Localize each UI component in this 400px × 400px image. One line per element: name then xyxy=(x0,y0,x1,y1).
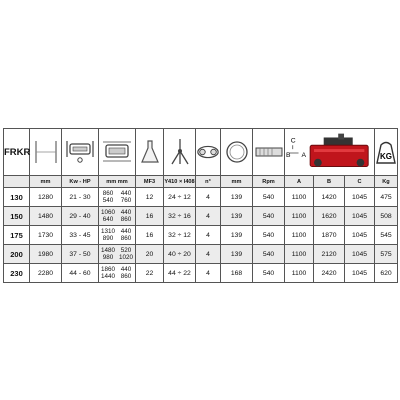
c-cell: 1045 xyxy=(345,264,375,283)
table-row xyxy=(4,245,398,264)
spec-table xyxy=(3,128,398,283)
blades-icon xyxy=(164,129,196,176)
units-blank xyxy=(4,176,30,188)
b-cell: 2120 xyxy=(314,245,345,264)
belts-cell: 4 xyxy=(196,188,221,207)
overall-dimensions-icon xyxy=(99,129,136,176)
mf3-cell: 22 xyxy=(136,264,164,283)
width-cell: 1730 xyxy=(30,226,62,245)
unit-b: B xyxy=(314,176,345,188)
unit-a: A xyxy=(285,176,314,188)
roller-icon xyxy=(221,129,253,176)
c-cell: 1045 xyxy=(345,226,375,245)
units-row xyxy=(4,176,398,188)
dim-bottom-left: 640 xyxy=(102,216,114,223)
offset-label-a: A xyxy=(301,151,306,159)
table-row xyxy=(4,207,398,226)
unit-c: C xyxy=(345,176,375,188)
b-cell: 1620 xyxy=(314,207,345,226)
unit-weight: Kg xyxy=(375,176,398,188)
width-cell: 2280 xyxy=(30,264,62,283)
model-cell: 150 xyxy=(4,207,30,226)
rpm-cell: 540 xyxy=(253,188,285,207)
width-cell: 1980 xyxy=(30,245,62,264)
dim-top-right: 440 xyxy=(120,189,132,197)
a-cell: 1100 xyxy=(285,207,314,226)
unit-blades: Y410 × I408 xyxy=(164,176,196,188)
a-cell: 1100 xyxy=(285,226,314,245)
dim-bottom-left: 890 xyxy=(102,235,114,242)
table-row xyxy=(4,264,398,283)
knives-cell: 32 ÷ 16 xyxy=(164,207,196,226)
unit-belts: n° xyxy=(196,176,221,188)
power-cell: 29 - 40 xyxy=(62,207,99,226)
weight-cell: 575 xyxy=(375,245,398,264)
dim-top-right: 520 xyxy=(120,246,132,254)
rpm-cell: 540 xyxy=(253,226,285,245)
mf3-cell: 16 xyxy=(136,226,164,245)
weight-cell: 620 xyxy=(375,264,398,283)
roller-cell: 139 xyxy=(221,207,253,226)
belts-cell: 4 xyxy=(196,207,221,226)
dimensions-cell xyxy=(99,188,136,207)
power-cell: 21 - 30 xyxy=(62,188,99,207)
offset-mower-icon xyxy=(285,129,375,176)
a-cell: 1100 xyxy=(285,188,314,207)
offset-label-c: C xyxy=(290,137,296,145)
c-cell: 1045 xyxy=(345,207,375,226)
b-cell: 1870 xyxy=(314,226,345,245)
a-cell: 1100 xyxy=(285,264,314,283)
dim-top-right: 440 xyxy=(120,208,132,216)
mf3-cell: 16 xyxy=(136,207,164,226)
roller-cell: 139 xyxy=(221,188,253,207)
unit-pto: Rpm xyxy=(253,176,285,188)
dim-top-left: 1480 xyxy=(100,246,115,254)
spec-table-wrapper xyxy=(3,128,397,283)
dim-bottom-right: 860 xyxy=(120,216,132,223)
unit-flail: MF3 xyxy=(136,176,164,188)
dim-bottom-right: 860 xyxy=(120,273,132,280)
belts-cell: 4 xyxy=(196,245,221,264)
dim-bottom-right: 860 xyxy=(120,235,132,242)
rpm-cell: 540 xyxy=(253,245,285,264)
dim-top-left: 1310 xyxy=(100,227,115,235)
weight-icon xyxy=(375,129,398,176)
width-cell: 1480 xyxy=(30,207,62,226)
knives-cell: 24 ÷ 12 xyxy=(164,188,196,207)
weight-cell: 475 xyxy=(375,188,398,207)
offset-label-b: B xyxy=(285,151,291,159)
dim-bottom-right: 760 xyxy=(120,197,132,204)
dim-top-right: 440 xyxy=(120,265,132,273)
model-series-label: FRKR xyxy=(4,129,30,176)
width-cell: 1280 xyxy=(30,188,62,207)
table-row xyxy=(4,226,398,245)
belts-cell: 4 xyxy=(196,264,221,283)
power-cell: 33 - 45 xyxy=(62,226,99,245)
roller-cell: 168 xyxy=(221,264,253,283)
belts-icon xyxy=(196,129,221,176)
unit-roller: mm xyxy=(221,176,253,188)
rpm-cell: 540 xyxy=(253,264,285,283)
c-cell: 1045 xyxy=(345,245,375,264)
dim-bottom-left: 540 xyxy=(102,197,114,204)
rpm-cell: 540 xyxy=(253,207,285,226)
model-cell: 130 xyxy=(4,188,30,207)
model-cell: 175 xyxy=(4,226,30,245)
dim-top-left: 860 xyxy=(102,189,114,197)
model-cell: 200 xyxy=(4,245,30,264)
power-cell: 37 - 50 xyxy=(62,245,99,264)
dim-bottom-left: 980 xyxy=(102,254,114,261)
dimensions-cell xyxy=(99,207,136,226)
table-row xyxy=(4,188,398,207)
dim-bottom-left: 1440 xyxy=(100,273,115,280)
dim-top-right: 440 xyxy=(120,227,132,235)
icon-header-row xyxy=(4,129,398,176)
working-width-icon xyxy=(30,129,62,176)
tractor-power-icon xyxy=(62,129,99,176)
weight-cell: 545 xyxy=(375,226,398,245)
b-cell: 1420 xyxy=(314,188,345,207)
unit-power: Kw - HP xyxy=(62,176,99,188)
power-cell: 44 - 60 xyxy=(62,264,99,283)
mf3-cell: 12 xyxy=(136,188,164,207)
knives-cell: 40 ÷ 20 xyxy=(164,245,196,264)
b-cell: 2420 xyxy=(314,264,345,283)
dimensions-cell xyxy=(99,245,136,264)
a-cell: 1100 xyxy=(285,245,314,264)
belts-cell: 4 xyxy=(196,226,221,245)
knives-cell: 32 ÷ 12 xyxy=(164,226,196,245)
mf3-cell: 20 xyxy=(136,245,164,264)
weight-cell: 508 xyxy=(375,207,398,226)
roller-cell: 139 xyxy=(221,245,253,264)
weight-icon-text: KG xyxy=(380,152,392,161)
model-cell: 230 xyxy=(4,264,30,283)
roller-cell: 139 xyxy=(221,226,253,245)
flail-knife-icon xyxy=(136,129,164,176)
dim-bottom-right: 1020 xyxy=(118,254,133,261)
dimensions-cell xyxy=(99,226,136,245)
pto-shaft-icon xyxy=(253,129,285,176)
unit-width: mm xyxy=(30,176,62,188)
dimensions-cell xyxy=(99,264,136,283)
dim-top-left: 1860 xyxy=(100,265,115,273)
knives-cell: 44 ÷ 22 xyxy=(164,264,196,283)
dim-top-left: 1060 xyxy=(100,208,115,216)
unit-dimensions: mm mm xyxy=(99,176,136,188)
c-cell: 1045 xyxy=(345,188,375,207)
